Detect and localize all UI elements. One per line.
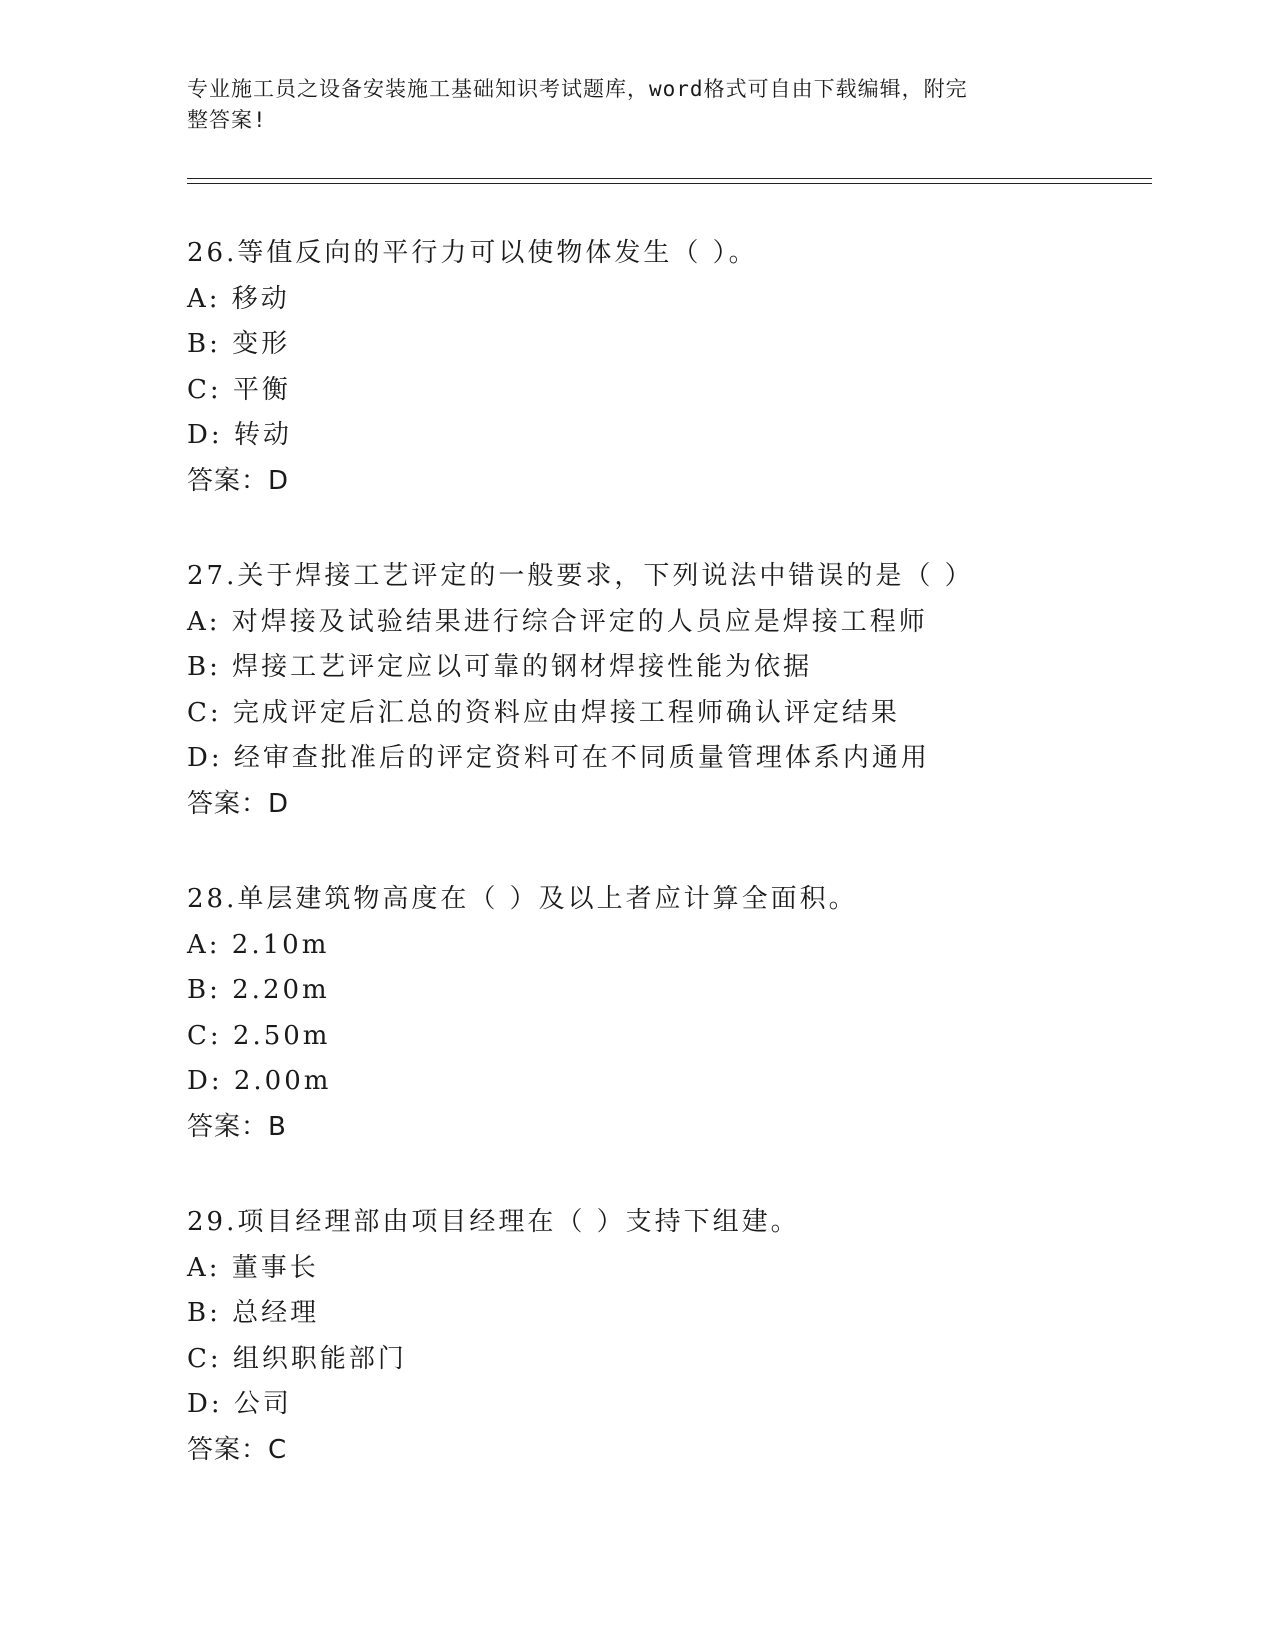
option-d: D: 公司 — [187, 1389, 292, 1419]
header-divider-bottom — [187, 183, 1152, 184]
answer-label: 答案：C — [187, 1434, 288, 1465]
header-line-1: 专业施工员之设备安装施工基础知识考试题库，word格式可自由下载编辑，附完 — [187, 77, 968, 101]
answer-label: 答案：D — [187, 465, 290, 496]
option-b: B: 2.20m — [187, 975, 330, 1005]
option-a: A: 2.10m — [187, 929, 330, 960]
header-line-2: 整答案! — [187, 108, 267, 132]
option-c: C: 组织职能部门 — [187, 1343, 407, 1374]
option-a: A: 董事长 — [187, 1252, 319, 1283]
option-a: A: 移动 — [187, 283, 290, 314]
question-stem: 27.关于焊接工艺评定的一般要求，下列说法中错误的是（ ） — [187, 561, 974, 591]
option-b: B: 变形 — [187, 329, 291, 359]
question-stem: 26.等值反向的平行力可以使物体发生（ ）。 — [187, 238, 758, 268]
question-stem: 28.单层建筑物高度在（ ）及以上者应计算全面积。 — [187, 884, 858, 914]
option-d: D: 经审查批准后的评定资料可在不同质量管理体系内通用 — [187, 743, 930, 773]
option-b: B: 总经理 — [187, 1298, 320, 1328]
answer-label: 答案：D — [187, 788, 290, 819]
answer-label: 答案：B — [187, 1111, 287, 1142]
option-a: A: 对焊接及试验结果进行综合评定的人员应是焊接工程师 — [187, 606, 928, 637]
document-header — [187, 74, 1067, 136]
option-b: B: 焊接工艺评定应以可靠的钢材焊接性能为依据 — [187, 652, 813, 682]
option-c: C: 完成评定后汇总的资料应由焊接工程师确认评定结果 — [187, 697, 900, 728]
question-stem: 29.项目经理部由项目经理在（ ）支持下组建。 — [187, 1207, 800, 1237]
question-28 — [187, 877, 1147, 1150]
option-d: D: 2.00m — [187, 1066, 332, 1096]
header-divider-top — [187, 178, 1152, 179]
option-c: C: 2.50m — [187, 1020, 331, 1051]
option-c: C: 平衡 — [187, 374, 291, 405]
question-27 — [187, 554, 1147, 827]
question-26 — [187, 231, 1147, 504]
question-29 — [187, 1200, 1147, 1473]
option-d: D: 转动 — [187, 420, 292, 450]
